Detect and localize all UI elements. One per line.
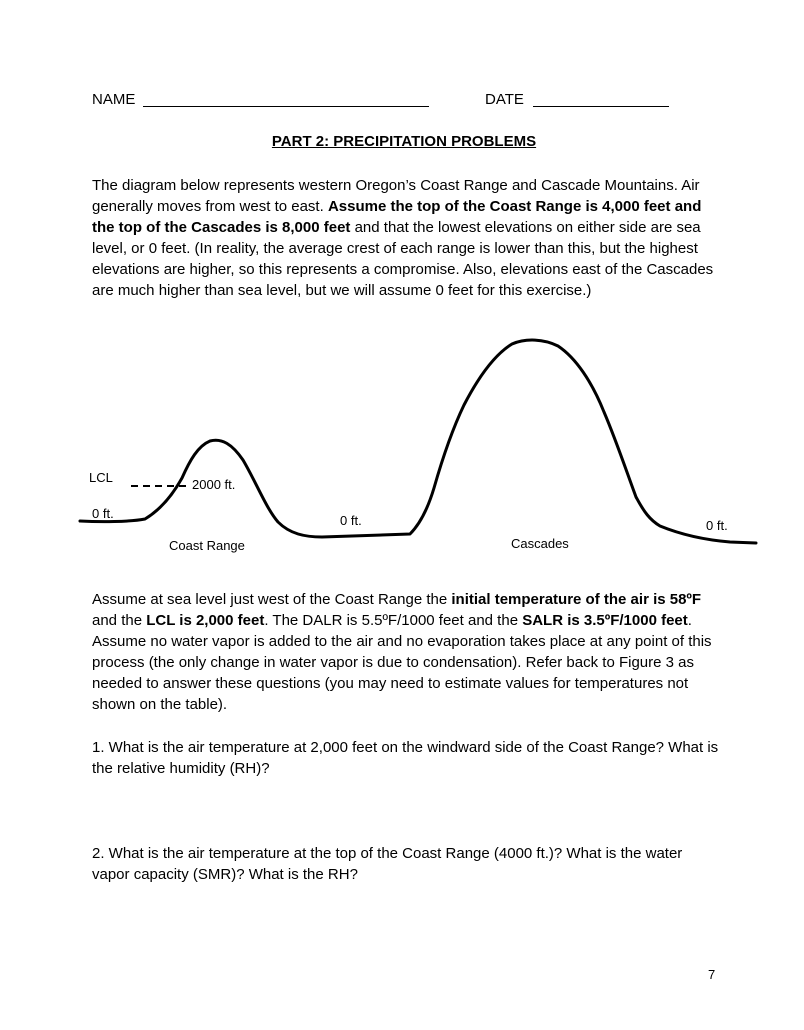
intro-text-2: and that the lowest elevations on either side are sea level, or 0 feet. (In reality, the average crest of each range is lower than this, but the highest elevations are higher, so this represents a compromise. Also, elevations east of the Cascades are much higher than sea level, but we will assume 0 feet for this exercise.) xyxy=(92,219,714,299)
date-label: DATE xyxy=(485,91,524,108)
question-2: 2. What is the air temperature at the top of the Coast Range (4000 ft.)? What is the water vapor capacity (SMR)? What is the RH? xyxy=(92,845,683,883)
assume-text-2: and the xyxy=(92,612,147,629)
assume-bold-1: initial temperature of the air is 58ºF xyxy=(451,591,702,608)
terrain-profile xyxy=(80,340,756,543)
zero-ft-east-label: 0 ft. xyxy=(706,518,728,533)
cascades-label: Cascades xyxy=(511,536,569,551)
lcl-label: LCL xyxy=(89,470,113,485)
intro-bold-1: Assume the top of the Coast Range is 4,000 feet and the top of the Cascades is 8,000 feet xyxy=(92,198,702,236)
coast-range-label: Coast Range xyxy=(169,538,245,553)
assumptions-paragraph xyxy=(92,589,722,715)
name-label: NAME xyxy=(92,91,136,108)
zero-ft-mid-label: 0 ft. xyxy=(340,513,362,528)
intro-text-1: The diagram below represents western Oregon’s Coast Range and Cascade Mountains. Air generally moves from west to east. xyxy=(92,177,700,215)
question-1: 1. What is the air temperature at 2,000 feet on the windward side of the Coast Range? What is the relative humidity (RH)? xyxy=(92,739,719,777)
page-title: PART 2: PRECIPITATION PROBLEMS xyxy=(271,133,537,150)
assume-text-1: Assume at sea level just west of the Coast Range the xyxy=(92,591,452,608)
assume-text-4: . Assume no water vapor is added to the air and no evaporation takes place at any point of this process (the only change in water vapor is due to condensation). Refer back to Figure 3 as needed to answer these questions (you may need to estimate values for temperatures not shown on the table). xyxy=(92,612,712,713)
assume-text-3: . The DALR is 5.5ºF/1000 feet and the xyxy=(264,612,523,629)
assume-bold-2: LCL is 2,000 feet xyxy=(146,612,265,629)
zero-ft-west-label: 0 ft. xyxy=(92,506,114,521)
page-number: 7 xyxy=(708,967,716,982)
elevation-2000-label: 2000 ft. xyxy=(192,477,236,492)
assume-bold-3: SALR is 3.5ºF/1000 feet xyxy=(522,612,688,629)
